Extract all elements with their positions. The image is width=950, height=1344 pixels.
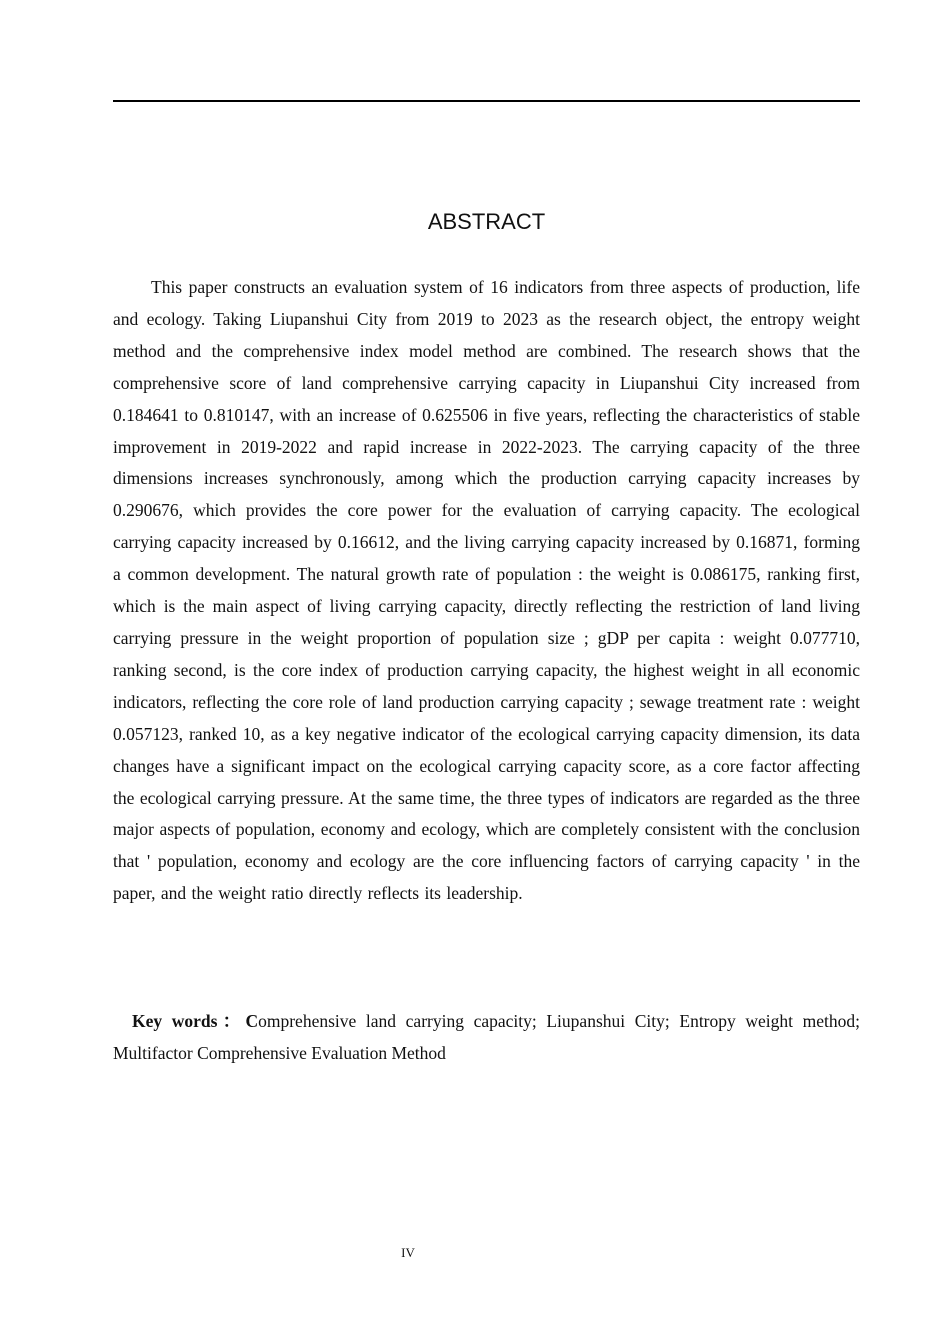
abstract-body: This paper constructs an evaluation system of 16 indicators from three aspects of production, life and ecology. Taking Liupanshui City from 2019 to 2023 as the research object, the entropy weight method and the comprehensive index model method are combined. The research shows that the comprehensive score of land comprehensive carrying capacity in Liupanshui City increased from 0.184641 to 0.810147, with an increase of 0.625506 in five years, reflecting the characteristics of stable improvement in 2019-2022 and rapid increase in 2022-2023. The carrying capacity of the three dimensions increases synchronously, among which the production carrying capacity increases by 0.290676, which provides the core power for the evaluation of carrying capacity. The ecological carrying capacity increased by 0.16612, and the living carrying capacity increased by 0.16871, forming a common development. The natural growth rate of population : the weight is 0.086175, ranking first, which is the main aspect of living carrying capacity, directly reflecting the restriction of land living carrying pressure in the weight proportion of population size ; gDP per capita : weight 0.077710, ranking second, is the core index of production carrying capacity, the highest weight in all economic indicators, reflecting the core role of land production carrying capacity ; sewage treatment rate : weight 0.057123, ranked 10, as a key negative indicator of the ecological carrying capacity dimension, its data changes have a significant impact on the ecological carrying capacity score, as a core factor affecting the ecological carrying pressure. At the same time, the three types of indicators are regarded as the three major aspects of population, economy and ecology, which are completely consistent with the conclusion that ' population, economy and ecology are the core influencing factors of carrying capacity ' in the paper, and the weight ratio directly reflects its leadership. [113,277,860,904]
abstract-title: ABSTRACT [427,209,546,234]
keywords-label: Key words： [132,1011,246,1031]
keywords-first-letter: C [245,1011,259,1031]
keywords-paragraph [113,1006,860,1070]
keywords-text: omprehensive land carrying capacity; Liupanshui City; Entropy weight method; Multifactor Comprehensive Evaluation Method [113,1011,860,1063]
header-rule [113,100,860,102]
page-number: IV [401,1245,415,1260]
